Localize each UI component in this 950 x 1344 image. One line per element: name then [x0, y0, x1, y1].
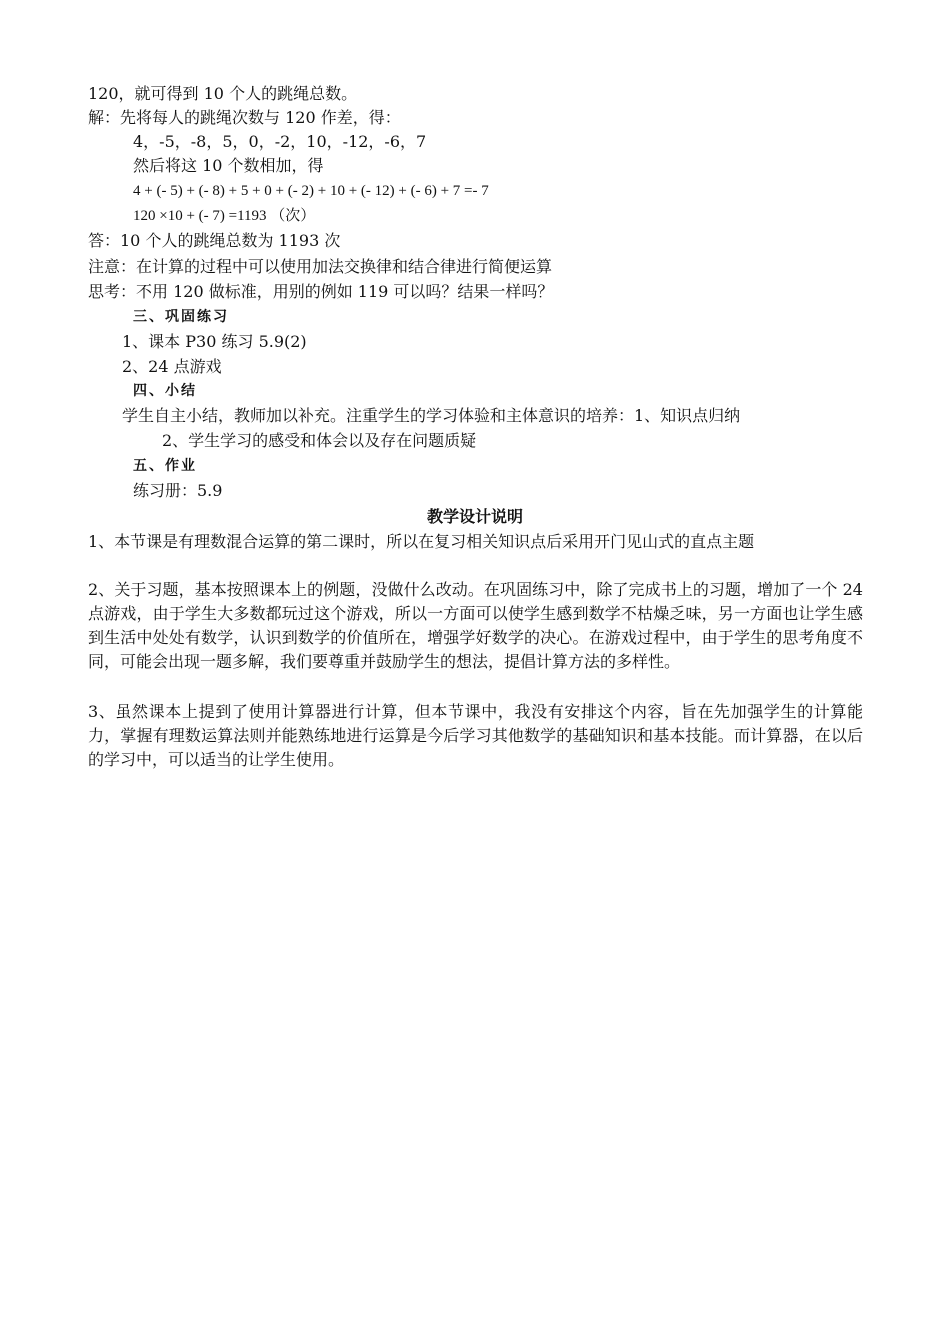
then-add-line: 然后将这 10 个数相加，得 — [133, 156, 324, 175]
sum-equation: 4 + (- 5) + (- 8) + 5 + 0 + (- 2) + 10 + (- 12) + (- 6) + 7 =- 7 — [133, 183, 489, 199]
design-paragraph-3: 3、虽然课本上提到了使用计算器进行计算，但本节课中，我没有安排这个内容，旨在先加强学生的计算能力，掌握有理数运算法则并能熟练地进行运算是今后学习其他数学的基础知识和基本技能。而计算器，在以后的学习中，可以适当的让学生使用。 — [88, 702, 863, 769]
design-paragraph-1: 1、本节课是有理数混合运算的第二课时，所以在复习相关知识点后采用开门见山式的直点主题 — [88, 532, 755, 551]
section-4-heading: 四、小结 — [133, 383, 197, 399]
summary-line-1: 学生自主小结，教师加以补充。注重学生的学习体验和主体意识的培养：1、知识点归纳 — [122, 406, 741, 425]
design-title: 教学设计说明 — [426, 507, 523, 526]
think-line: 思考：不用 120 做标准，用别的例如 119 可以吗？结果一样吗？ — [88, 282, 554, 301]
solution-line: 解：先将每人的跳绳次数与 120 作差，得： — [88, 108, 401, 127]
example-line-1: 120，就可得到 10 个人的跳绳总数。 — [88, 84, 358, 103]
homework-line: 练习册：5.9 — [133, 481, 223, 500]
section-3-item-1: 1、课本 P30 练习 5.9(2) — [122, 332, 307, 351]
total-equation: 120 ×10 + (- 7) =1193 （次） — [133, 208, 316, 224]
design-paragraph-2: 2、关于习题，基本按照课本上的例题，没做什么改动。在巩固练习中，除了完成书上的习题，增加了一个 24 点游戏，由于学生大多数都玩过这个游戏，所以一方面可以使学生感到数学不枯燥乏味，另一方面也让学生感到生活中处处有数学，认识到数学的价值所在，增强学好数学的决心。在游戏过程中，由于学生的思考角度不同，可能会出现一题多解，我们要尊重并鼓励学生的想法，提倡计算方法的多样性。 — [88, 580, 863, 671]
answer-line: 答：10 个人的跳绳总数为 1193 次 — [88, 231, 341, 250]
section-3-item-2: 2、24 点游戏 — [122, 357, 222, 376]
section-5-heading: 五、作业 — [133, 458, 197, 474]
summary-line-2: 2、学生学习的感受和体会以及存在问题质疑 — [162, 431, 477, 450]
note-line: 注意：在计算的过程中可以使用加法交换律和结合律进行简便运算 — [88, 257, 553, 276]
section-3-heading: 三、巩固练习 — [133, 309, 229, 325]
differences-line: 4，-5，-8，5，0，-2，10，-12，-6，7 — [133, 132, 427, 151]
